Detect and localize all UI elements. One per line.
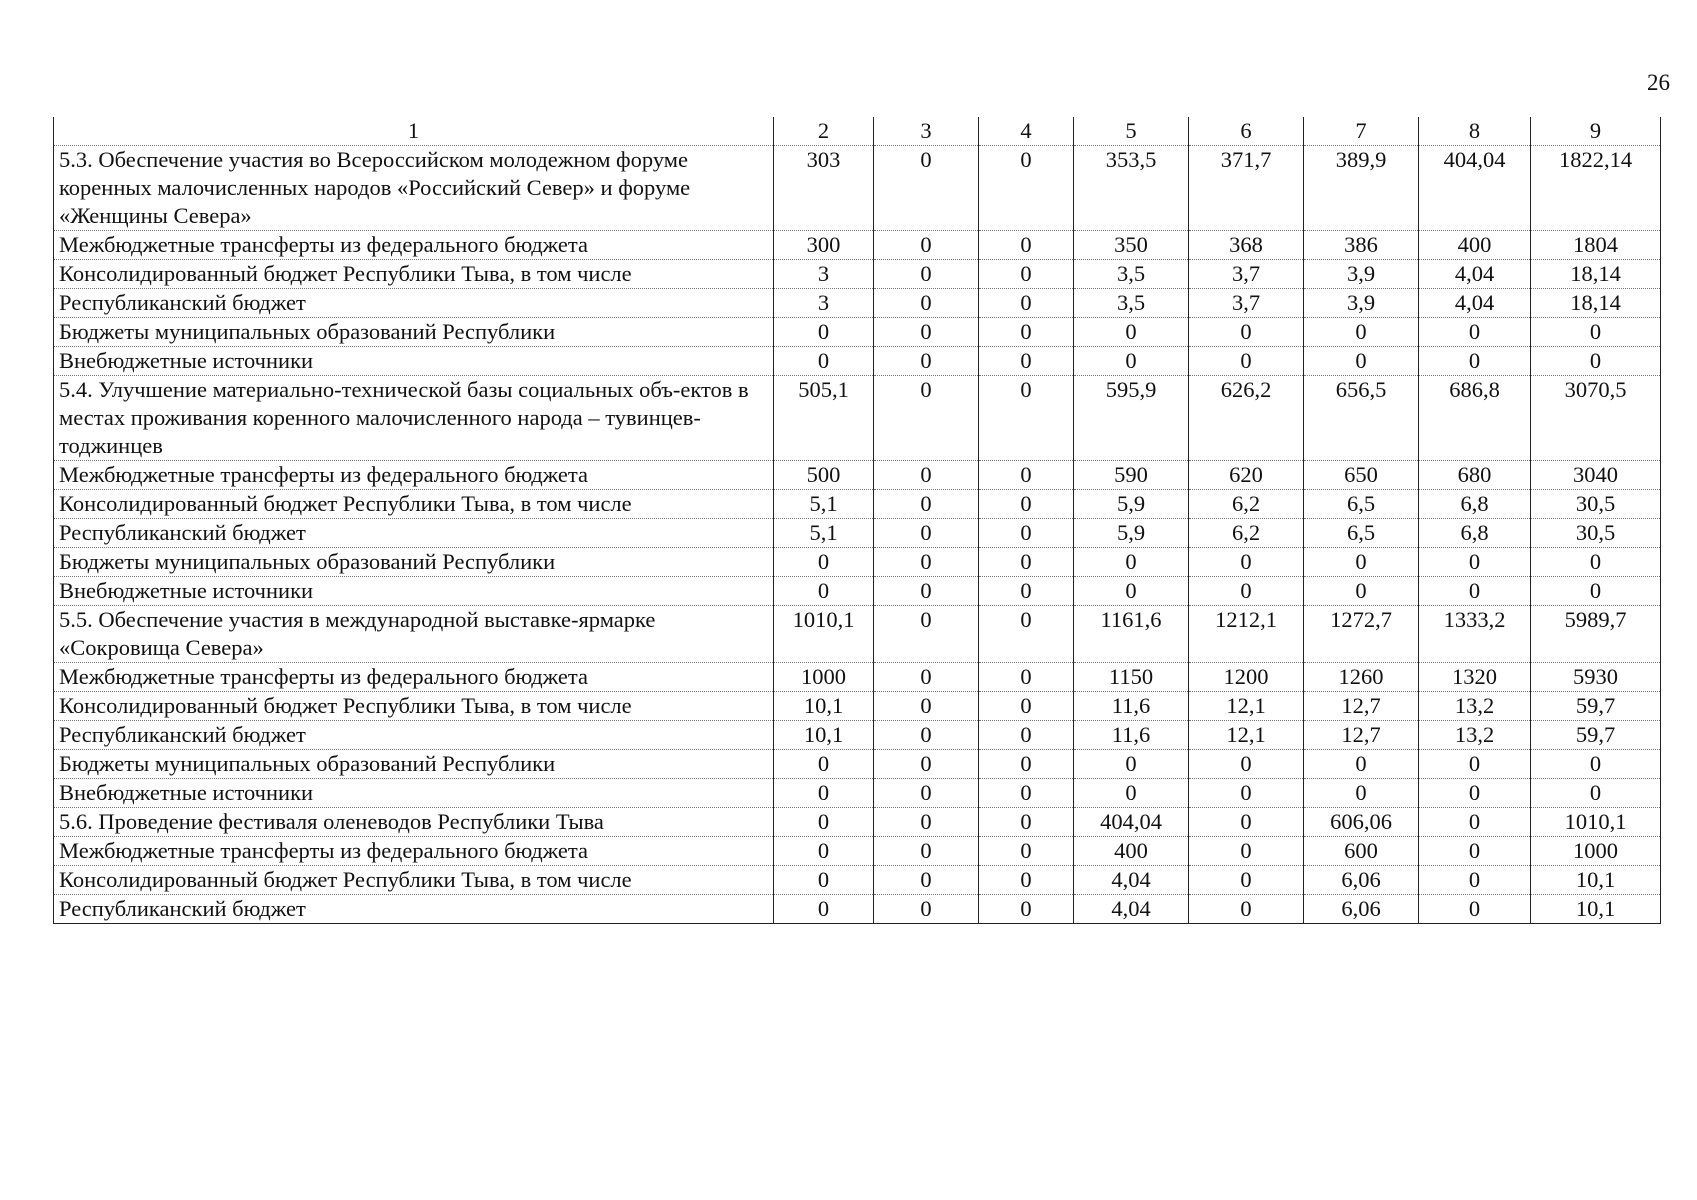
value-cell: 1272,7 (1304, 606, 1419, 663)
value-cell: 5,9 (1074, 490, 1189, 519)
value-cell: 0 (979, 750, 1074, 779)
value-cell: 0 (1531, 779, 1661, 808)
value-cell: 371,7 (1189, 146, 1304, 231)
value-cell: 626,2 (1189, 376, 1304, 461)
value-cell: 303 (774, 146, 874, 231)
value-cell: 0 (874, 146, 979, 231)
value-cell: 0 (874, 606, 979, 663)
column-header: 8 (1419, 117, 1531, 146)
value-cell: 59,7 (1531, 692, 1661, 721)
value-cell: 0 (874, 577, 979, 606)
value-cell: 0 (774, 895, 874, 924)
value-cell: 0 (1074, 577, 1189, 606)
value-cell: 0 (979, 231, 1074, 260)
value-cell: 3040 (1531, 461, 1661, 490)
row-label: Республиканский бюджет (54, 895, 774, 924)
value-cell: 0 (874, 808, 979, 837)
value-cell: 0 (979, 577, 1074, 606)
value-cell: 0 (1074, 750, 1189, 779)
value-cell: 0 (774, 808, 874, 837)
row-label: Межбюджетные трансферты из федерального бюджета (54, 231, 774, 260)
value-cell: 0 (1189, 866, 1304, 895)
value-cell: 1333,2 (1419, 606, 1531, 663)
value-cell: 1200 (1189, 663, 1304, 692)
value-cell: 0 (1304, 548, 1419, 577)
table-row (54, 376, 1661, 461)
value-cell: 0 (874, 750, 979, 779)
value-cell: 0 (874, 260, 979, 289)
value-cell: 0 (874, 490, 979, 519)
value-cell: 4,04 (1419, 289, 1531, 318)
value-cell: 0 (979, 289, 1074, 318)
value-cell: 0 (874, 347, 979, 376)
value-cell: 1010,1 (774, 606, 874, 663)
row-label: Внебюджетные источники (54, 779, 774, 808)
value-cell: 1822,14 (1531, 146, 1661, 231)
table-row (54, 750, 1661, 779)
value-cell: 3,7 (1189, 289, 1304, 318)
header-row (54, 117, 1661, 146)
value-cell: 0 (774, 577, 874, 606)
value-cell: 30,5 (1531, 519, 1661, 548)
value-cell: 680 (1419, 461, 1531, 490)
row-label: Бюджеты муниципальных образований Республики (54, 750, 774, 779)
column-header: 1 (54, 117, 774, 146)
column-header: 7 (1304, 117, 1419, 146)
value-cell: 1320 (1419, 663, 1531, 692)
value-cell: 0 (1419, 779, 1531, 808)
value-cell: 0 (1189, 548, 1304, 577)
value-cell: 0 (774, 318, 874, 347)
value-cell: 13,2 (1419, 692, 1531, 721)
value-cell: 300 (774, 231, 874, 260)
value-cell: 0 (979, 837, 1074, 866)
value-cell: 595,9 (1074, 376, 1189, 461)
value-cell: 1010,1 (1531, 808, 1661, 837)
table-row (54, 721, 1661, 750)
value-cell: 0 (774, 779, 874, 808)
value-cell: 0 (1304, 750, 1419, 779)
value-cell: 505,1 (774, 376, 874, 461)
value-cell: 3,7 (1189, 260, 1304, 289)
value-cell: 0 (874, 663, 979, 692)
row-label: Межбюджетные трансферты из федерального бюджета (54, 461, 774, 490)
table-row (54, 606, 1661, 663)
row-label: Бюджеты муниципальных образований Республики (54, 548, 774, 577)
value-cell: 12,7 (1304, 692, 1419, 721)
value-cell: 6,5 (1304, 519, 1419, 548)
value-cell: 600 (1304, 837, 1419, 866)
value-cell: 0 (979, 692, 1074, 721)
row-label: Межбюджетные трансферты из федерального бюджета (54, 837, 774, 866)
value-cell: 3070,5 (1531, 376, 1661, 461)
column-header: 6 (1189, 117, 1304, 146)
value-cell: 11,6 (1074, 721, 1189, 750)
value-cell: 11,6 (1074, 692, 1189, 721)
value-cell: 0 (874, 866, 979, 895)
value-cell: 3 (774, 289, 874, 318)
value-cell: 6,06 (1304, 895, 1419, 924)
value-cell: 400 (1074, 837, 1189, 866)
value-cell: 1000 (1531, 837, 1661, 866)
value-cell: 0 (979, 519, 1074, 548)
value-cell: 650 (1304, 461, 1419, 490)
value-cell: 389,9 (1304, 146, 1419, 231)
value-cell: 368 (1189, 231, 1304, 260)
value-cell: 0 (774, 548, 874, 577)
value-cell: 0 (874, 721, 979, 750)
table-row (54, 231, 1661, 260)
value-cell: 0 (1074, 347, 1189, 376)
table-row (54, 289, 1661, 318)
table-row (54, 779, 1661, 808)
value-cell: 1150 (1074, 663, 1189, 692)
table-row (54, 146, 1661, 231)
value-cell: 1000 (774, 663, 874, 692)
value-cell: 0 (1419, 837, 1531, 866)
column-header: 4 (979, 117, 1074, 146)
value-cell: 0 (979, 895, 1074, 924)
value-cell: 0 (1304, 318, 1419, 347)
table-row (54, 577, 1661, 606)
row-label: 5.5. Обеспечение участия в международной выставке-ярмарке «Сокровища Севера» (54, 606, 774, 663)
table-row (54, 347, 1661, 376)
value-cell: 0 (1189, 347, 1304, 376)
value-cell: 0 (774, 866, 874, 895)
value-cell: 1804 (1531, 231, 1661, 260)
value-cell: 18,14 (1531, 289, 1661, 318)
row-label: Консолидированный бюджет Республики Тыва, в том числе (54, 490, 774, 519)
table-row (54, 461, 1661, 490)
value-cell: 5930 (1531, 663, 1661, 692)
value-cell: 1161,6 (1074, 606, 1189, 663)
value-cell: 5,9 (1074, 519, 1189, 548)
table-body (54, 117, 1661, 924)
value-cell: 0 (979, 808, 1074, 837)
value-cell: 0 (1304, 577, 1419, 606)
table-row (54, 548, 1661, 577)
row-label: Межбюджетные трансферты из федерального бюджета (54, 663, 774, 692)
value-cell: 1212,1 (1189, 606, 1304, 663)
value-cell: 0 (874, 461, 979, 490)
value-cell: 0 (979, 866, 1074, 895)
value-cell: 13,2 (1419, 721, 1531, 750)
value-cell: 0 (774, 347, 874, 376)
value-cell: 0 (874, 548, 979, 577)
value-cell: 3 (774, 260, 874, 289)
row-label: Республиканский бюджет (54, 721, 774, 750)
value-cell: 404,04 (1419, 146, 1531, 231)
value-cell: 0 (874, 318, 979, 347)
value-cell: 30,5 (1531, 490, 1661, 519)
value-cell: 0 (874, 692, 979, 721)
table-row (54, 895, 1661, 924)
column-header: 3 (874, 117, 979, 146)
value-cell: 6,2 (1189, 490, 1304, 519)
table-row (54, 318, 1661, 347)
value-cell: 3,5 (1074, 289, 1189, 318)
value-cell: 12,1 (1189, 721, 1304, 750)
table-row (54, 837, 1661, 866)
value-cell: 404,04 (1074, 808, 1189, 837)
value-cell: 0 (979, 318, 1074, 347)
value-cell: 3,9 (1304, 260, 1419, 289)
value-cell: 12,1 (1189, 692, 1304, 721)
budget-table (53, 117, 1661, 924)
value-cell: 0 (774, 750, 874, 779)
value-cell: 0 (979, 548, 1074, 577)
value-cell: 0 (1189, 779, 1304, 808)
value-cell: 0 (979, 490, 1074, 519)
table-row (54, 260, 1661, 289)
value-cell: 0 (874, 519, 979, 548)
value-cell: 0 (1419, 577, 1531, 606)
row-label: Консолидированный бюджет Республики Тыва, в том числе (54, 260, 774, 289)
value-cell: 0 (1189, 895, 1304, 924)
value-cell: 0 (979, 721, 1074, 750)
column-header: 5 (1074, 117, 1189, 146)
value-cell: 590 (1074, 461, 1189, 490)
value-cell: 0 (1531, 548, 1661, 577)
value-cell: 0 (1189, 750, 1304, 779)
value-cell: 0 (979, 376, 1074, 461)
value-cell: 0 (979, 347, 1074, 376)
table-row (54, 663, 1661, 692)
page-number: 26 (1647, 70, 1670, 95)
row-label: Консолидированный бюджет Республики Тыва, в том числе (54, 692, 774, 721)
value-cell: 0 (1419, 750, 1531, 779)
value-cell: 0 (979, 146, 1074, 231)
value-cell: 4,04 (1419, 260, 1531, 289)
value-cell: 0 (1304, 347, 1419, 376)
value-cell: 0 (979, 461, 1074, 490)
value-cell: 0 (874, 837, 979, 866)
value-cell: 0 (774, 837, 874, 866)
value-cell: 0 (1419, 866, 1531, 895)
value-cell: 6,8 (1419, 490, 1531, 519)
value-cell: 0 (1419, 548, 1531, 577)
value-cell: 0 (1189, 577, 1304, 606)
value-cell: 12,7 (1304, 721, 1419, 750)
value-cell: 10,1 (774, 721, 874, 750)
value-cell: 10,1 (1531, 866, 1661, 895)
value-cell: 686,8 (1419, 376, 1531, 461)
value-cell: 0 (1419, 895, 1531, 924)
column-header: 9 (1531, 117, 1661, 146)
value-cell: 6,2 (1189, 519, 1304, 548)
value-cell: 18,14 (1531, 260, 1661, 289)
row-label: Консолидированный бюджет Республики Тыва, в том числе (54, 866, 774, 895)
value-cell: 3,9 (1304, 289, 1419, 318)
table-row (54, 692, 1661, 721)
value-cell: 0 (1189, 837, 1304, 866)
column-header: 2 (774, 117, 874, 146)
value-cell: 0 (979, 779, 1074, 808)
value-cell: 0 (1074, 318, 1189, 347)
value-cell: 59,7 (1531, 721, 1661, 750)
value-cell: 0 (1531, 750, 1661, 779)
value-cell: 350 (1074, 231, 1189, 260)
value-cell: 0 (1074, 548, 1189, 577)
row-label: Республиканский бюджет (54, 289, 774, 318)
table-row (54, 490, 1661, 519)
value-cell: 0 (979, 260, 1074, 289)
value-cell: 5,1 (774, 490, 874, 519)
row-label: 5.3. Обеспечение участия во Всероссийском молодежном форуме коренных малочисленных народов «Российский Север» и форуме «Женщины Севера» (54, 146, 774, 231)
value-cell: 6,06 (1304, 866, 1419, 895)
table-row (54, 519, 1661, 548)
row-label: 5.6. Проведение фестиваля оленеводов Республики Тыва (54, 808, 774, 837)
value-cell: 0 (1531, 577, 1661, 606)
value-cell: 10,1 (1531, 895, 1661, 924)
value-cell: 6,8 (1419, 519, 1531, 548)
value-cell: 0 (1074, 779, 1189, 808)
value-cell: 1260 (1304, 663, 1419, 692)
row-label: Бюджеты муниципальных образований Республики (54, 318, 774, 347)
value-cell: 0 (874, 895, 979, 924)
value-cell: 5989,7 (1531, 606, 1661, 663)
value-cell: 400 (1419, 231, 1531, 260)
row-label: 5.4. Улучшение материально-технической базы социальных объ-ектов в местах проживания коренного малочисленного народа – тувинцев-тоджинцев (54, 376, 774, 461)
table-row (54, 808, 1661, 837)
value-cell: 3,5 (1074, 260, 1189, 289)
table-row (54, 866, 1661, 895)
value-cell: 386 (1304, 231, 1419, 260)
value-cell: 0 (1531, 318, 1661, 347)
value-cell: 0 (1189, 808, 1304, 837)
value-cell: 353,5 (1074, 146, 1189, 231)
value-cell: 500 (774, 461, 874, 490)
row-label: Внебюджетные источники (54, 577, 774, 606)
value-cell: 6,5 (1304, 490, 1419, 519)
value-cell: 0 (1304, 779, 1419, 808)
value-cell: 0 (874, 289, 979, 318)
value-cell: 0 (874, 376, 979, 461)
row-label: Внебюджетные источники (54, 347, 774, 376)
value-cell: 0 (1419, 808, 1531, 837)
value-cell: 606,06 (1304, 808, 1419, 837)
value-cell: 0 (1419, 318, 1531, 347)
value-cell: 4,04 (1074, 895, 1189, 924)
value-cell: 10,1 (774, 692, 874, 721)
value-cell: 0 (874, 231, 979, 260)
value-cell: 656,5 (1304, 376, 1419, 461)
row-label: Республиканский бюджет (54, 519, 774, 548)
value-cell: 620 (1189, 461, 1304, 490)
value-cell: 5,1 (774, 519, 874, 548)
value-cell: 0 (1189, 318, 1304, 347)
value-cell: 0 (979, 663, 1074, 692)
value-cell: 4,04 (1074, 866, 1189, 895)
value-cell: 0 (1419, 347, 1531, 376)
value-cell: 0 (1531, 347, 1661, 376)
value-cell: 0 (979, 606, 1074, 663)
value-cell: 0 (874, 779, 979, 808)
